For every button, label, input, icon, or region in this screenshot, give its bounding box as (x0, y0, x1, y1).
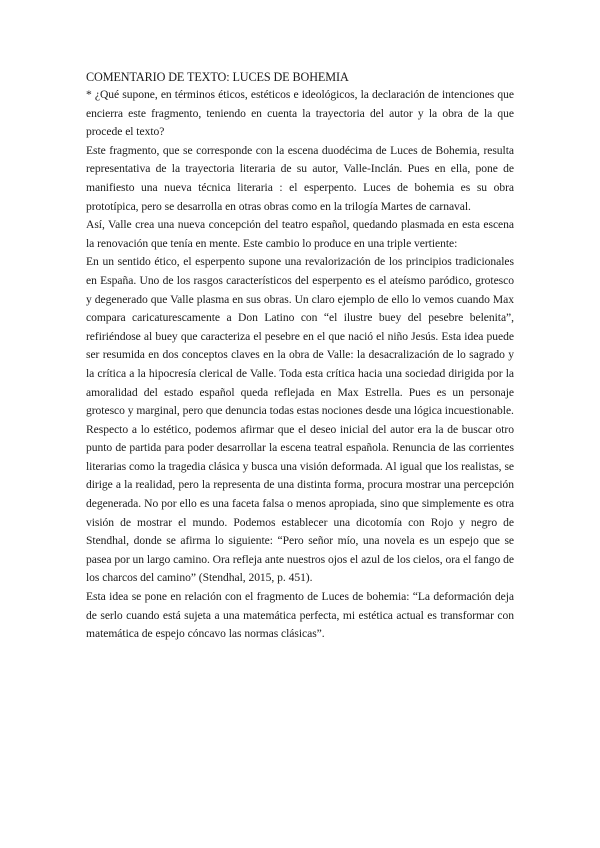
document-title: COMENTARIO DE TEXTO: LUCES DE BOHEMIA (86, 70, 349, 84)
aesthetics-paragraph: Respecto a lo estético, podemos afirmar que el deseo inicial del autor era la de buscar otro punto de partida para poder desarrollar la escena teatral española. Renuncia de las corrientes literarias como la tragedia clásica y busca una visión deformada. Al igual que los realistas, se dirige a la realidad, pero la representa de una distinta forma, procura mostrar una percepción degenerada. No por ello es una faceta falsa o menos apropiada, sino que simplemente es otra visión de mostrar el mundo. Podemos establecer una dicotomía con Rojo y negro de Stendhal, donde se afirma lo siguiente: “Pero señor mío, una novela es un espejo que se pasea por un largo camino. Ora refleja ante nuestros ojos el azul de los cielos, ora el fango de los charcos del camino” (Stendhal, 2015, p. 451). (86, 422, 514, 585)
renewal-paragraph: Así, Valle crea una nueva concepción del teatro español, quedando plasmada en esta escena la renovación que tenía en mente. Este cambio lo produce en una triple vertiente: (86, 218, 514, 250)
deformation-paragraph: Esta idea se pone en relación con el fragmento de Luces de bohemia: “La deformación deja de serlo cuando está sujeta a una matemática perfecta, mi estética actual es transformar con matemática de espejo cóncavo las normas clásicas”. (86, 590, 514, 641)
intro-paragraph: Este fragmento, que se corresponde con la escena duodécima de Luces de Bohemia, resulta representativa de la trayectoria literaria de su autor, Valle-Inclán. Pues en ella, pone de manifiesto una nueva técnica literaria : el esperpento. Luces de bohemia es su obra prototípica, pero se desarrolla en otras obras como en la trilogía Martes de carnaval. (86, 143, 514, 213)
question-paragraph: * ¿Qué supone, en términos éticos, estéticos e ideológicos, la declaración de intenciones que encierra este fragmento, teniendo en cuenta la trayectoria del autor y la obra de la que procede el texto? (86, 88, 514, 139)
ethics-paragraph: En un sentido ético, el esperpento supone una revalorización de los principios tradicionales en España. Uno de los rasgos característicos del esperpento es el ateísmo paródico, grotesco y degenerado que Valle plasma en sus obras. Un claro ejemplo de ello lo vemos cuando Max compara caricaturescamente a Don Latino con “el ilustre buey del pesebre belenita”, refiriéndose al buey que caracteriza el pesebre en el que nació el niño Jesús. Esta idea puede ser resumida en dos conceptos claves en la obra de Valle: la desacralización de lo sagrado y la crítica a la hipocresía clerical de Valle. Toda esta crítica hacia una sociedad dirigida por la amoralidad del estado español queda reflejada en Max Estrella. Pues es un personaje grotesco y marginal, pero que denuncia todas estas nociones desde una lógica incuestionable. (86, 255, 514, 418)
